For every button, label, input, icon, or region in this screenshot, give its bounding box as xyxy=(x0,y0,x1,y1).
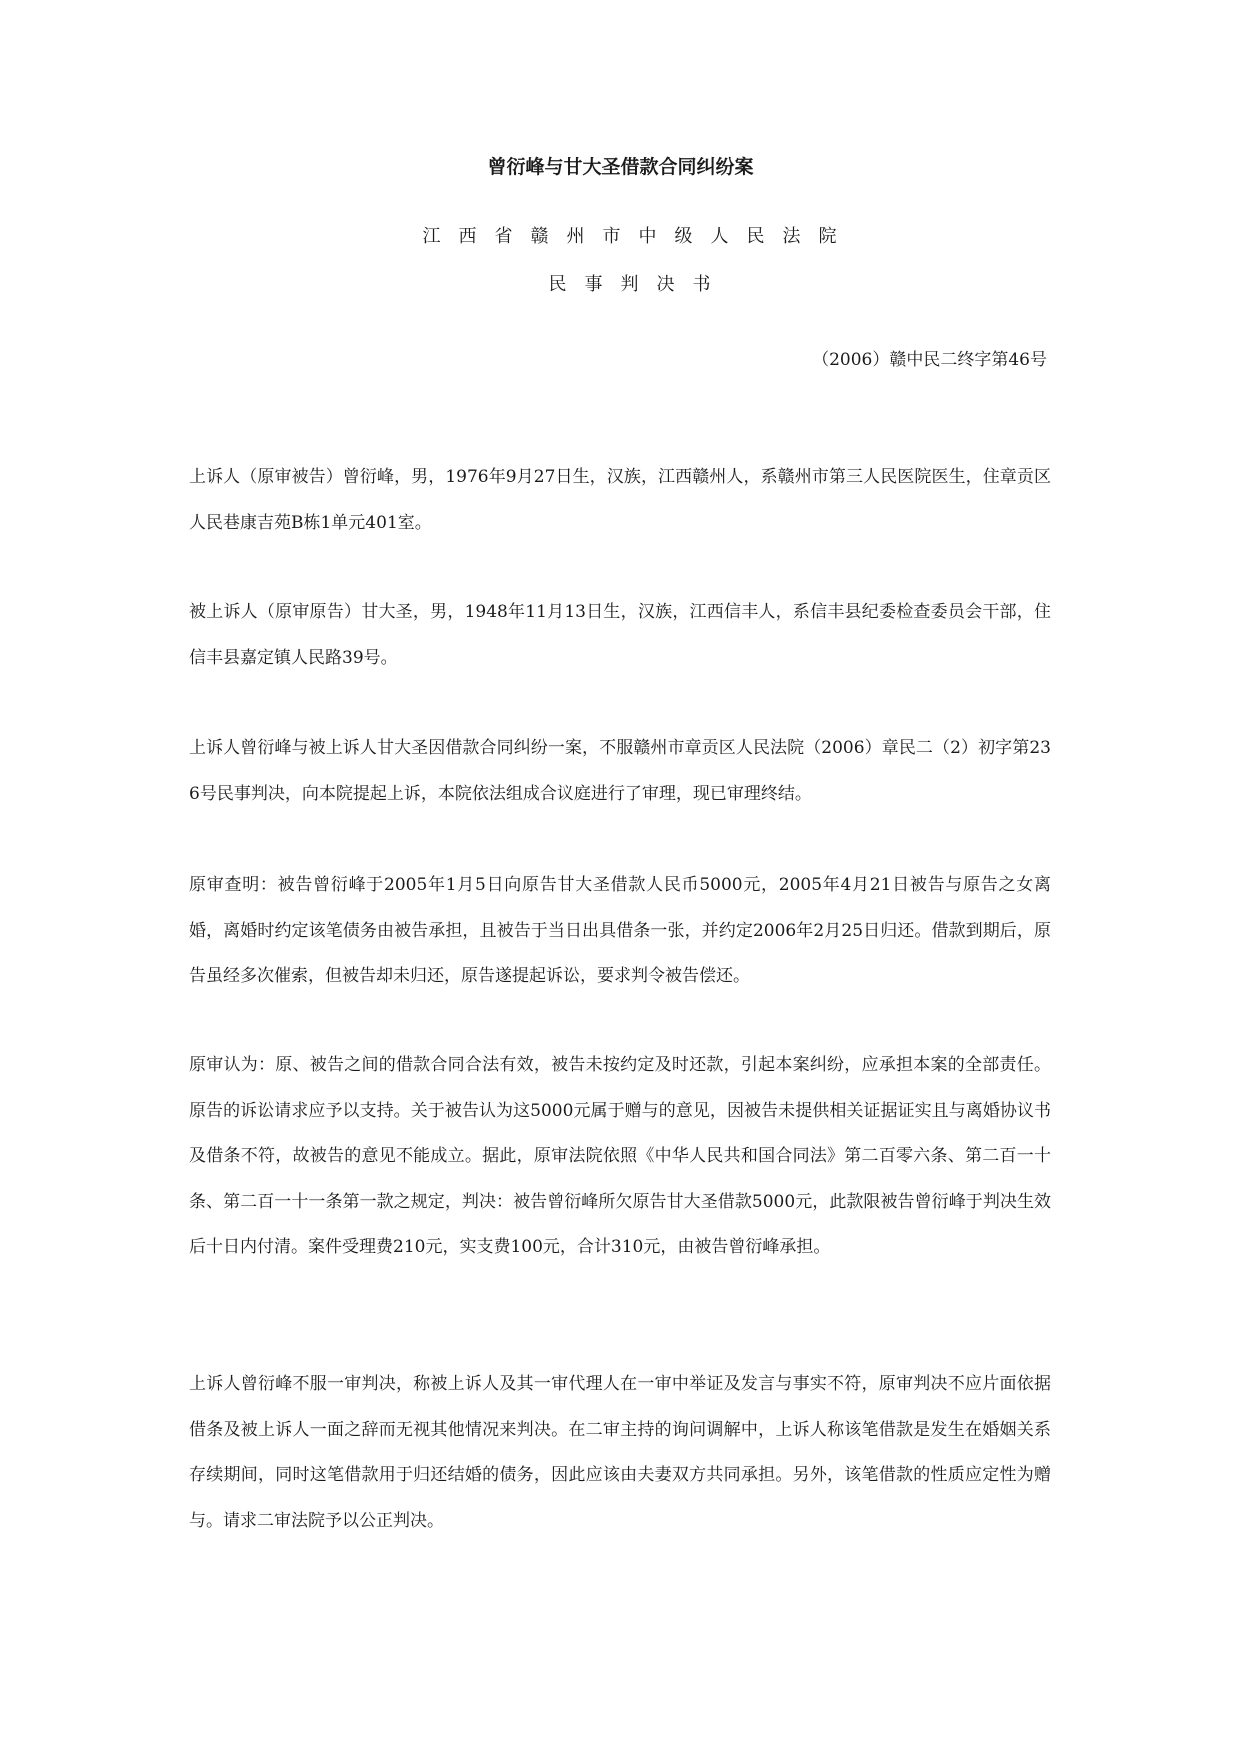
paragraph-original-findings: 原审查明：被告曾衍峰于2005年1月5日向原告甘大圣借款人民币5000元，2005年4月21日被告与原告之女离婚，离婚时约定该笔债务由被告承担，且被告于当日出具借条一张，并约定2006年2月25日归还。借款到期后，原告虽经多次催索，但被告却未归还，原告遂提起诉讼，要求判令被告偿还。 xyxy=(189,875,1051,986)
paragraph-appellee: 被上诉人（原审原告）甘大圣，男，1948年11月13日生，汉族，江西信丰人，系信丰县纪委检查委员会干部，住信丰县嘉定镇人民路39号。 xyxy=(189,602,1051,668)
paragraph-case-intro: 上诉人曾衍峰与被上诉人甘大圣因借款合同纠纷一案，不服赣州市章贡区人民法院（2006）章民二（2）初字第236号民事判决，向本院提起上诉，本院依法组成合议庭进行了审理，现已审理终结。 xyxy=(189,738,1051,804)
case-number: （2006）赣中民二终字第46号 xyxy=(812,350,1047,370)
paragraph-appeal-claims: 上诉人曾衍峰不服一审判决，称被上诉人及其一审代理人在一审中举证及发言与事实不符，原审判决不应片面依据借条及被上诉人一面之辞而无视其他情况来判决。在二审主持的询问调解中，上诉人称该笔借款是发生在婚姻关系存续期间，同时这笔借款用于归还结婚的债务，因此应该由夫妻双方共同承担。另外，该笔借款的性质应定性为赠与。请求二审法院予以公正判决。 xyxy=(189,1374,1051,1531)
paragraph-appellant: 上诉人（原审被告）曾衍峰，男，1976年9月27日生，汉族，江西赣州人，系赣州市第三人民医院医生，住章贡区人民巷康吉苑B栋1单元401室。 xyxy=(189,467,1051,533)
court-name: 江西省赣州市中级人民法院 xyxy=(422,226,855,247)
paragraph-original-judgment: 原审认为：原、被告之间的借款合同合法有效，被告未按约定及时还款，引起本案纠纷，应承担本案的全部责任。原告的诉讼请求应予以支持。关于被告认为这5000元属于赠与的意见，因被告未提供相关证据证实且与离婚协议书及借条不符，故被告的意见不能成立。据此，原审法院依照《中华人民共和国合同法》第二百零六条、第二百一十条、第二百一十一条第一款之规定，判决：被告曾衍峰所欠原告甘大圣借款5000元，此款限被告曾衍峰于判决生效后十日内付清。案件受理费210元，实支费100元，合计310元，由被告曾衍峰承担。 xyxy=(189,1055,1051,1257)
document-type: 民事判决书 xyxy=(548,274,729,295)
document-title: 曾衍峰与甘大圣借款合同纠纷案 xyxy=(487,156,754,178)
